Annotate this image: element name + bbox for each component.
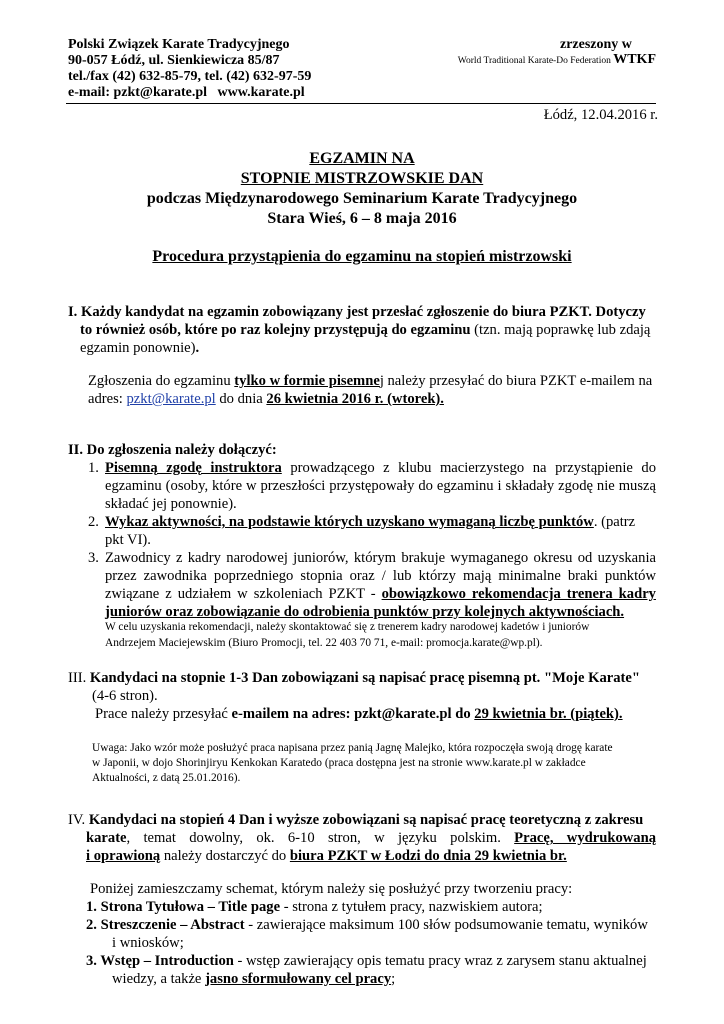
s2-item-3-line-2: przez zawodnika poprzedniego stopnia oraz / lub którzy mają minimalne braki punktów bbox=[105, 568, 656, 584]
s4-num: IV. bbox=[68, 812, 86, 828]
s4-bold: Kandydaci na stopień 4 Dan i wyższe zobowiązani są napisać pracę teoretyczną z zakresu bbox=[88, 812, 644, 828]
s3-line-3 bbox=[95, 705, 623, 723]
s1-para-1-c: j należy przesyłać do biura PZKT e-mailem na bbox=[379, 373, 653, 389]
s2-item-3-line-1: Zawodnicy z kadry narodowej juniorów, którym brakuje wymaganego okresu od uzyskania bbox=[105, 550, 656, 566]
s3-line-2: (4-6 stron). bbox=[92, 688, 158, 704]
s4-step-3-bold: 3. Wstęp – Introduction bbox=[86, 953, 234, 969]
s1-deadline: 26 kwietnia 2016 r. (wtorek). bbox=[266, 391, 444, 407]
s3-line-1 bbox=[68, 669, 640, 687]
affiliation-label: zrzeszony w bbox=[560, 37, 632, 52]
s4-step-3-line-2-a: wiedzy, a także bbox=[112, 971, 206, 987]
s4-line-2-c: Pracę, wydrukowaną bbox=[514, 830, 656, 846]
s4-intro: Poniżej zamieszczamy schemat, którym należy się posłużyć przy tworzeniu pracy: bbox=[90, 881, 573, 897]
s2-item-2-bold: Wykaz aktywności, na podstawie których uzyskano wymaganą liczbę punktów bbox=[105, 514, 594, 530]
s2-item-2-num: 2. bbox=[88, 514, 99, 530]
s2-item-3-line-4: juniorów oraz zobowiązanie do odrobienia punktów przy kolejnych aktywnościach. bbox=[105, 604, 625, 620]
s2-item-2-line-2: pkt VI). bbox=[105, 532, 151, 548]
s4-step-3 bbox=[86, 952, 647, 970]
org-contact bbox=[68, 85, 305, 101]
s1-line-2 bbox=[80, 321, 650, 339]
title-line-3: podczas Międzynarodowego Seminarium Karate Tradycyjnego bbox=[146, 190, 578, 207]
federation-abbr: WTKF bbox=[613, 52, 656, 67]
s4-line-3 bbox=[86, 847, 567, 865]
s2-note-1: W celu uzyskania rekomendacji, należy skontaktować się z trenerem kadry narodowej kadetów i juniorów bbox=[105, 621, 590, 633]
s1-line-3-text: egzamin ponownie) bbox=[80, 340, 196, 356]
s4-step-3-rest: - wstęp zawierający opis tematu pracy wraz z zarysem stanu aktualnej bbox=[233, 953, 647, 969]
s1-para-1-b: tylko w formie pisemne bbox=[234, 373, 380, 389]
email-label: e-mail: bbox=[68, 85, 110, 100]
s4-line-2-a: karate bbox=[86, 830, 127, 846]
s3-note-3: Aktualności, z datą 25.01.2016). bbox=[92, 772, 241, 784]
title-line-1: EGZAMIN NA bbox=[309, 150, 415, 167]
org-website: www.karate.pl bbox=[217, 85, 305, 100]
s4-step-3-line-2 bbox=[112, 970, 395, 988]
email-link[interactable]: pzkt@karate.pl bbox=[126, 391, 216, 407]
s4-step-1 bbox=[86, 898, 543, 916]
procedure-heading: Procedura przystąpienia do egzaminu na stopień mistrzowski bbox=[152, 248, 572, 265]
s4-deadline: biura PZKT w Łodzi do dnia 29 kwietnia br. bbox=[289, 848, 567, 864]
date-line: Łódź, 12.04.2016 r. bbox=[543, 107, 658, 123]
s4-line-2-b: , temat dowolny, ok. 6-10 stron, w języku polskim. bbox=[126, 830, 515, 846]
s1-para-2 bbox=[88, 390, 444, 408]
s3-bold: Kandydaci na stopnie 1-3 Dan zobowiązani są napisać pracę pisemną pt. "Moje Karate" bbox=[89, 670, 640, 686]
s4-step-2 bbox=[86, 916, 648, 934]
org-phone: tel./fax (42) 632-85-79, tel. (42) 632-97-59 bbox=[68, 69, 312, 84]
s1-line-3 bbox=[80, 339, 199, 357]
s4-line-1 bbox=[68, 811, 643, 829]
s2-item-1-rest: prowadzącego z klubu macierzystego na przystąpienie do bbox=[290, 460, 657, 476]
s4-line-2 bbox=[86, 829, 656, 847]
s2-item-2-rest: . (patrz bbox=[593, 514, 636, 530]
s2-item-1-line-2: egzaminu (osoby, które w przeszłości przystępowały do egzaminu i składały zgodę nie muszą bbox=[105, 478, 656, 494]
s1-para-2-a: adres: bbox=[88, 391, 127, 407]
federation bbox=[458, 52, 656, 69]
s2-item-1-num: 1. bbox=[88, 460, 99, 476]
title-line-4: Stara Wieś, 6 – 8 maja 2016 bbox=[267, 210, 457, 227]
s2-item-3-num: 3. bbox=[88, 550, 99, 566]
s2-item-3-line-3-b: obowiązkowo rekomendacja trenera kadry bbox=[381, 586, 656, 602]
s4-step-3-line-2-b: jasno sformułowany cel pracy bbox=[205, 971, 392, 987]
s2-item-3-line-3-a: związane z udziałem w szkoleniach PZKT - bbox=[105, 586, 382, 602]
s2-item-3-line-3 bbox=[105, 585, 656, 603]
s1-para-2-b: do dnia bbox=[215, 391, 267, 407]
s3-deadline: 29 kwietnia br. (piątek). bbox=[474, 706, 623, 722]
s2-item-1-bold: Pisemną zgodę instruktora bbox=[105, 460, 282, 476]
s1-line-2-rest: (tzn. mają poprawkę lub zdają bbox=[470, 322, 651, 338]
org-address: 90-057 Łódź, ul. Sienkiewicza 85/87 bbox=[68, 53, 280, 68]
s3-line-3-a: Prace należy przesyłać bbox=[95, 706, 232, 722]
s1-line-1: I. Każdy kandydat na egzamin zobowiązany jest przesłać zgłoszenie do biura PZKT. Dotyczy bbox=[68, 304, 646, 320]
s2-item-1-line-3: składać jej ponownie). bbox=[105, 496, 237, 512]
s3-note-1: Uwaga: Jako wzór może posłużyć praca napisana przez panią Jagnę Malejko, która rozpoczęła swoją drogę karate bbox=[92, 742, 613, 754]
s3-line-3-b: e-mailem na adres: pzkt@karate.pl do bbox=[231, 706, 475, 722]
s3-note-2: w Japonii, w dojo Shorinjiryu Kenkokan Karatedo (praca dostępna jest na stronie www.karate.pl w zakładce bbox=[92, 757, 586, 769]
s2-item-1-line-1 bbox=[105, 459, 656, 477]
federation-name: World Traditional Karate-Do Federation bbox=[457, 56, 611, 66]
s4-step-3-line-2-c: ; bbox=[391, 971, 396, 987]
s4-step-1-rest: - strona z tytułem pracy, nazwiskiem autora; bbox=[280, 899, 543, 915]
s4-step-2-bold: 2. Streszczenie – Abstract bbox=[86, 917, 245, 933]
s3-num: III. bbox=[68, 670, 87, 686]
org-name: Polski Związek Karate Tradycyjnego bbox=[68, 37, 290, 52]
s2-heading: II. Do zgłoszenia należy dołączyć: bbox=[68, 442, 277, 458]
header-divider bbox=[66, 103, 656, 104]
org-email: pzkt@karate.pl bbox=[113, 85, 208, 100]
s4-line-3-b: należy dostarczyć do bbox=[160, 848, 290, 864]
s1-para-1 bbox=[88, 372, 652, 390]
s4-step-2-rest: - zawierające maksimum 100 słów podsumowanie tematu, wyników bbox=[244, 917, 648, 933]
s4-step-1-bold: 1. Strona Tytułowa – Title page bbox=[86, 899, 281, 915]
s1-line-3-end: . bbox=[195, 340, 200, 356]
s2-note-2: Andrzejem Maciejewskim (Biuro Promocji, tel. 22 403 70 71, e-mail: promocja.karate@wp.pl). bbox=[105, 637, 543, 649]
s4-line-3-a: i oprawioną bbox=[86, 848, 161, 864]
s1-line-2-bold: to również osób, które po raz kolejny przystępują do egzaminu bbox=[80, 322, 471, 338]
s4-step-2-line-2: i wniosków; bbox=[112, 935, 184, 951]
s1-para-1-a: Zgłoszenia do egzaminu bbox=[88, 373, 235, 389]
s2-item-2-line-1 bbox=[105, 513, 635, 531]
title-line-2: STOPNIE MISTRZOWSKIE DAN bbox=[240, 170, 484, 187]
